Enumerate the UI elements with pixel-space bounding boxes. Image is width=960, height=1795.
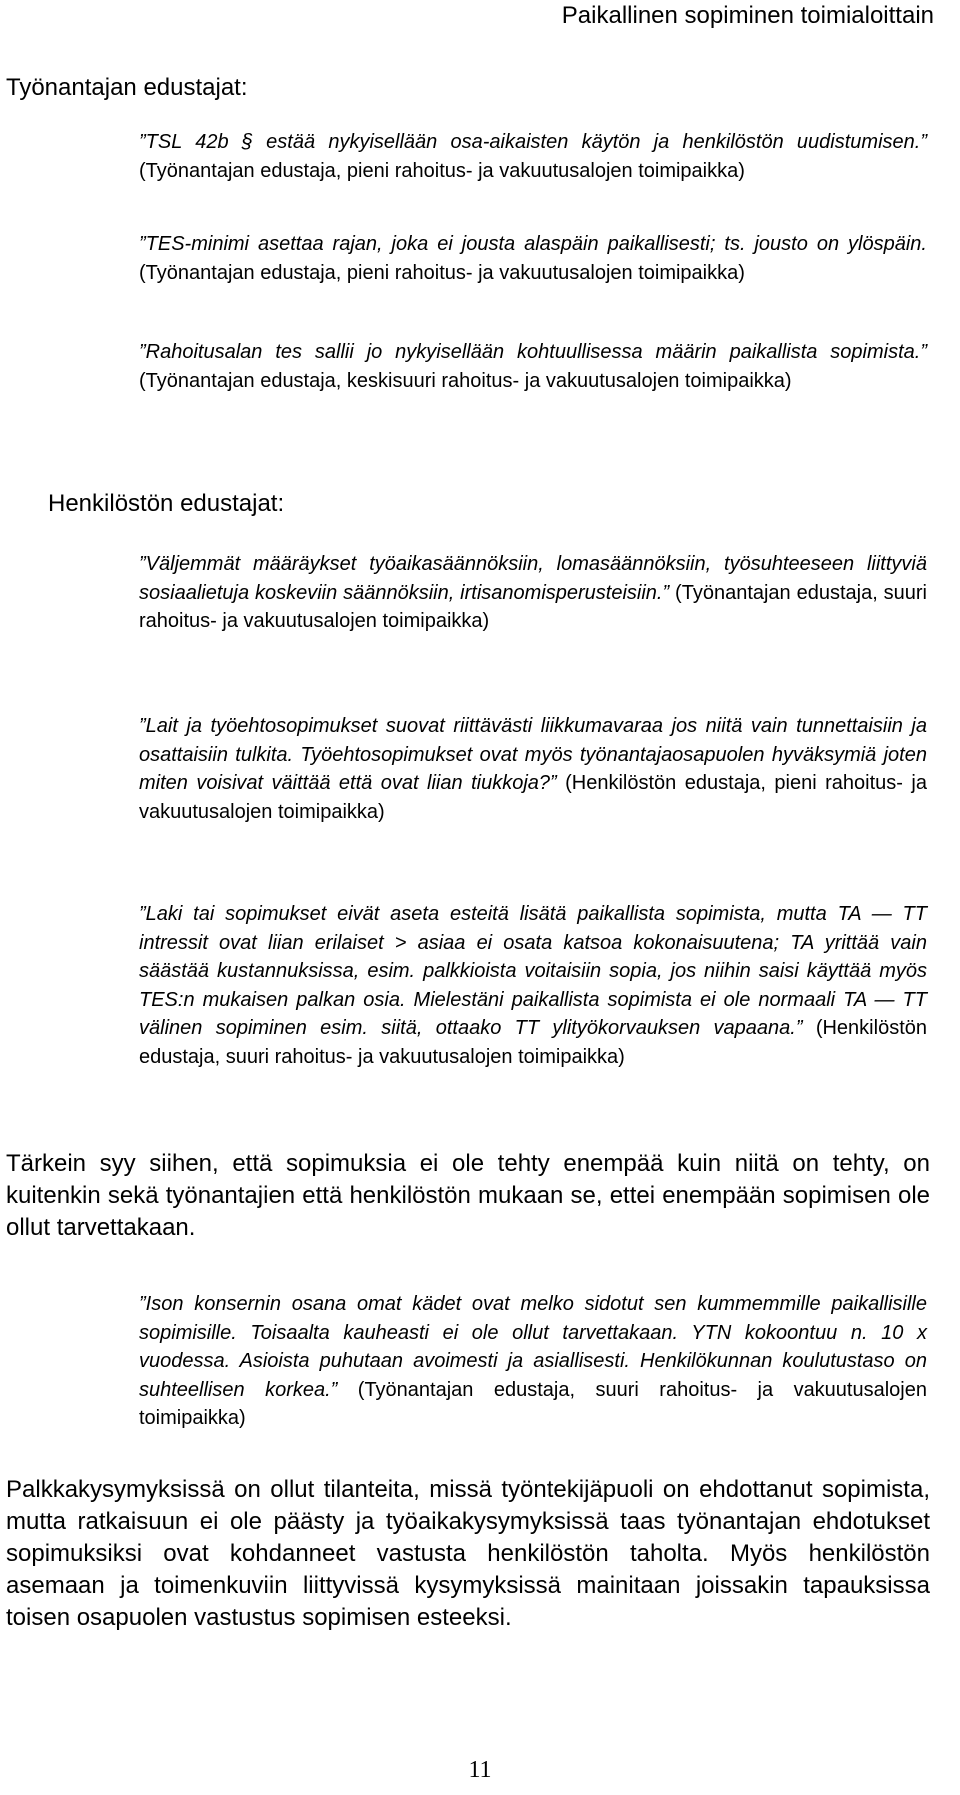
running-header: Paikallinen sopiminen toimialoittain [561, 2, 934, 29]
quote-2 [139, 230, 927, 287]
quote-source: (Työnantajan edustaja, keskisuuri rahoitus- ja vakuutusalojen toimipaikka) [139, 369, 792, 392]
quote-5 [139, 712, 927, 826]
quote-text: ”Ison konsernin osana omat kädet ovat melko sidotut sen kummemmille paikallisille sopimisille. Toisaalta kauheasti ei ole ollut tarvettakaan. YTN kokoontuu n. 10 x vuodessa. Asioista puhutaan avoimesti ja asiallisesti. Henkilökunnan koulutustaso on suhteellisen korkea.” [139, 1293, 927, 1401]
quote-source: (Työnantajan edustaja, pieni rahoitus- ja vakuutusalojen toimipaikka) [139, 159, 745, 182]
quote-text: ”TSL 42b § estää nykyisellään osa-aikaisten käytön ja henkilöstön uudistumisen.” [139, 131, 927, 153]
body-paragraph-1: Tärkein syy siihen, että sopimuksia ei ole tehty enempää kuin niitä on tehty, on kuitenkin sekä työnantajien että henkilöstön mukaan se, ettei enempään sopimisen ole ollut tarvettakaan. [6, 1150, 930, 1241]
quote-source: (Työnantajan edustaja, suuri rahoitus- ja vakuutusalojen toimipaikka) [139, 581, 927, 632]
quote-source: (Työnantajan edustaja, pieni rahoitus- ja vakuutusalojen toimipaikka) [139, 261, 745, 284]
quote-source: (Työnantajan edustaja, suuri rahoitus- ja vakuutusalojen toimipaikka) [139, 1378, 927, 1429]
page-number: 11 [468, 1757, 492, 1783]
quote-source: (Henkilöstön edustaja, pieni rahoitus- ja vakuutusalojen toimipaikka) [139, 772, 927, 823]
quote-text: ”Lait ja työehtosopimukset suovat riittävästi liikkumavaraa jos niitä vain tunnettaisiin ja osattaisiin tulkita. Työehtosopimukset ovat myös työnantajaosapuolen hyväksymiä joten miten voisivat väittää että ovat liian tiukkoja?” [139, 715, 927, 794]
quote-3 [139, 338, 927, 395]
quote-text: ”TES-minimi asettaa rajan, joka ei jousta alaspäin paikallisesti; ts. jousto on ylöspäin. [139, 233, 927, 255]
quote-source: (Henkilöstön edustaja, suuri rahoitus- ja vakuutusalojen toimipaikka) [139, 1017, 927, 1068]
staff-representatives-heading: Henkilöstön edustajat: [48, 490, 285, 517]
quote-6 [139, 900, 927, 1071]
quote-4 [139, 550, 927, 636]
quote-text: ”Rahoitusalan tes sallii jo nykyisellään kohtuullisessa määrin paikallista sopimista.” [139, 341, 927, 363]
quote-text: ”Laki tai sopimukset eivät aseta esteitä lisätä paikallista sopimista, mutta TA — TT intressit ovat liian erilaiset > asiaa ei osata katsoa kokonaisuutena; TA yrittää vain säästää kustannuksissa, esim. palkkioista voitaisiin sopia, jos niihin saisi käyttää myös TES:n mukaisen palkan osia. Mielestäni paikallista sopimista ei ole normaali TA — TT välinen sopiminen esim. siitä, ottaako TT ylityökorvauksen vapaana.” [139, 903, 927, 1039]
quote-text: ”Väljemmät määräykset työaikasäännöksiin, lomasäännöksiin, työsuhteeseen liittyviä sosiaalietuja koskeviin säännöksiin, irtisanomisperusteisiin.” [139, 553, 927, 604]
quote-7 [139, 1290, 927, 1433]
body-paragraph-2: Palkkakysymyksissä on ollut tilanteita, missä työntekijäpuoli on ehdottanut sopimista, mutta ratkaisuun ei ole päästy ja työaikakysymyksissä taas työnantajan ehdotukset sopimuksiksi ovat kohdanneet vastusta henkilöstön taholta. Myös henkilöstön asemaan ja toimenkuviin liittyvissä kysymyksissä mainitaan joissakin tapauksissa toisen osapuolen vastustus sopimisen esteeksi. [6, 1476, 930, 1631]
employer-representatives-heading: Työnantajan edustajat: [6, 74, 248, 101]
quote-1 [139, 128, 927, 185]
